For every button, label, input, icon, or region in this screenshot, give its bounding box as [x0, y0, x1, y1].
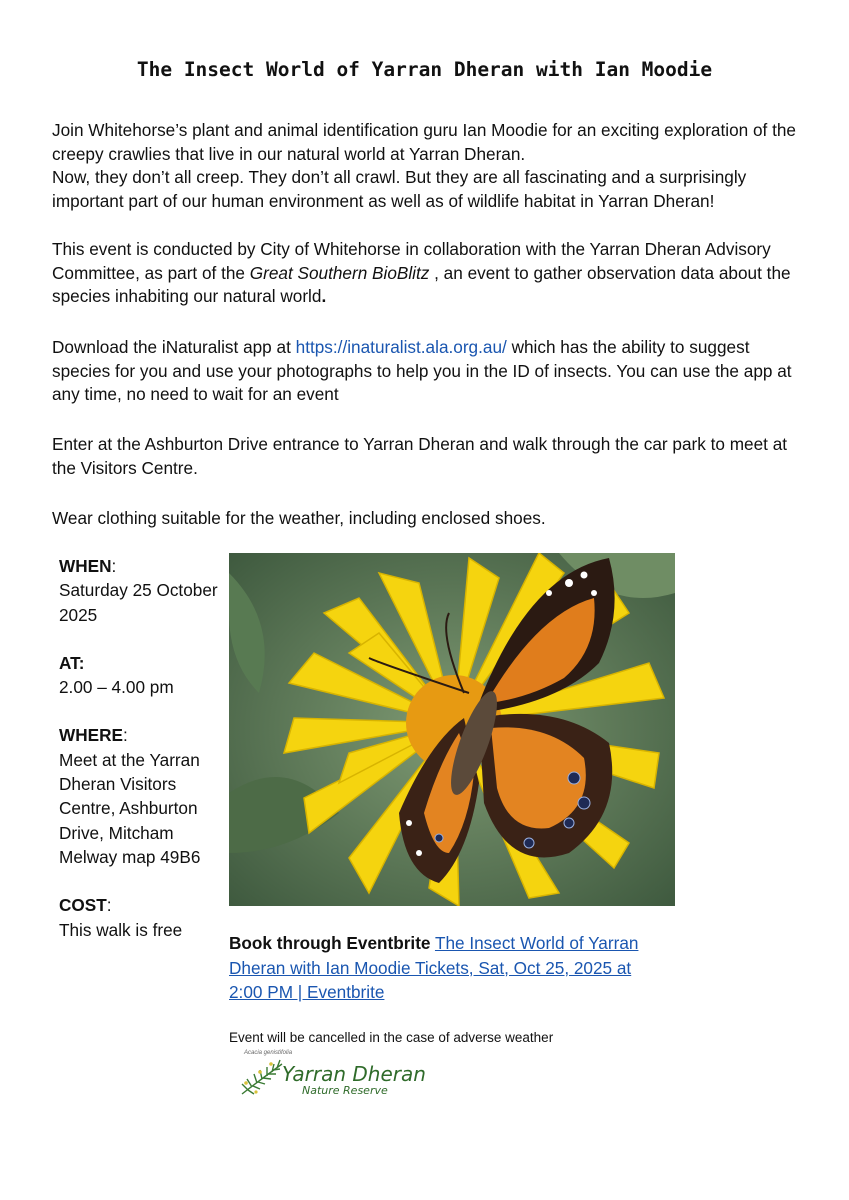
at-label: AT: [59, 652, 85, 673]
butterfly-on-flower-image [229, 553, 675, 906]
when-label: WHEN [59, 556, 112, 576]
booking-section [229, 931, 669, 1005]
entry-paragraph: Enter at the Ashburton Drive entrance to Yarran Dheran and walk through the car park to meet at the Visitors Centre. [52, 434, 788, 478]
cost-block: COST: This walk is free [59, 895, 183, 940]
page-title: The Insect World of Yarran Dheran with Ian Moodie [136, 58, 713, 81]
eventbrite-link[interactable]: The Insect World of Yarran Dheran with Ian Moodie Tickets, Sat, Oct 25, 2025 at 2:00 PM | Eventbrite [229, 933, 639, 1002]
cost-label: COST [59, 895, 107, 916]
logo-small-text: Acacia genistifolia [244, 1050, 293, 1056]
logo-subtitle: Nature Reserve [302, 1084, 388, 1097]
app-paragraph [52, 336, 812, 407]
where-label: WHERE [59, 725, 123, 746]
collab-period: . [321, 286, 327, 306]
intro-text: Join Whitehorse’s plant and animal identification guru Ian Moodie for an exciting exploration of the creepy crawlies that live in our natural world at Yarran Dheran. [52, 120, 796, 164]
book-label: Book through Eventbrite [229, 933, 431, 953]
cancellation-note: Event will be cancelled in the case of adverse weather [229, 1030, 554, 1045]
butterfly-photo [229, 553, 675, 906]
app-text-1: Download the iNaturalist app at [52, 337, 296, 357]
yarran-dheran-logo [238, 1050, 438, 1102]
at-value: 2.00 – 4.00 pm [59, 677, 174, 698]
at-block [59, 651, 224, 700]
clothing-paragraph: Wear clothing suitable for the weather, including enclosed shoes. [52, 508, 546, 528]
intro-text-2: Now, they don’t all creep. They don’t all crawl. But they are all fascinating and a surprisingly important part of our human environment as well as of wildlife habitat in Yarran Dheran! [52, 167, 747, 211]
logo-name: Yarran Dheran [282, 1062, 426, 1086]
bioblitz-name: Great Southern BioBlitz [249, 262, 430, 283]
collab-text-2: , an event to gather observation data about the species inhabiting our natural world [52, 262, 791, 306]
app-text-2: which has the ability to suggest species for you and use your photographs to help you in the ID of insects. You can use the app at any time, no need to wait for an event [52, 337, 792, 404]
where-value: Meet at the Yarran Dheran Visitors Centre, Ashburton Drive, Mitcham [59, 749, 200, 843]
collaboration-paragraph [52, 238, 812, 309]
cost-value: This walk is free [59, 919, 183, 940]
where-block: WHERE: Meet at the Yarran Dheran Visitors Centre, Ashburton Drive, Mitcham Melway map 49B6 [59, 725, 201, 867]
intro-paragraph [52, 119, 812, 213]
when-value: Saturday 25 October 2025 [59, 580, 218, 625]
inaturalist-link[interactable]: https://inaturalist.ala.org.au/ [295, 337, 507, 357]
where-map: Melway map 49B6 [59, 846, 201, 867]
event-details [59, 554, 224, 966]
collab-text-1: This event is conducted by City of Whitehorse in collaboration with the Yarran Dheran Advisory Committee, as part of the [52, 239, 771, 283]
when-block: WHEN: Saturday 25 October 2025 [59, 556, 218, 625]
